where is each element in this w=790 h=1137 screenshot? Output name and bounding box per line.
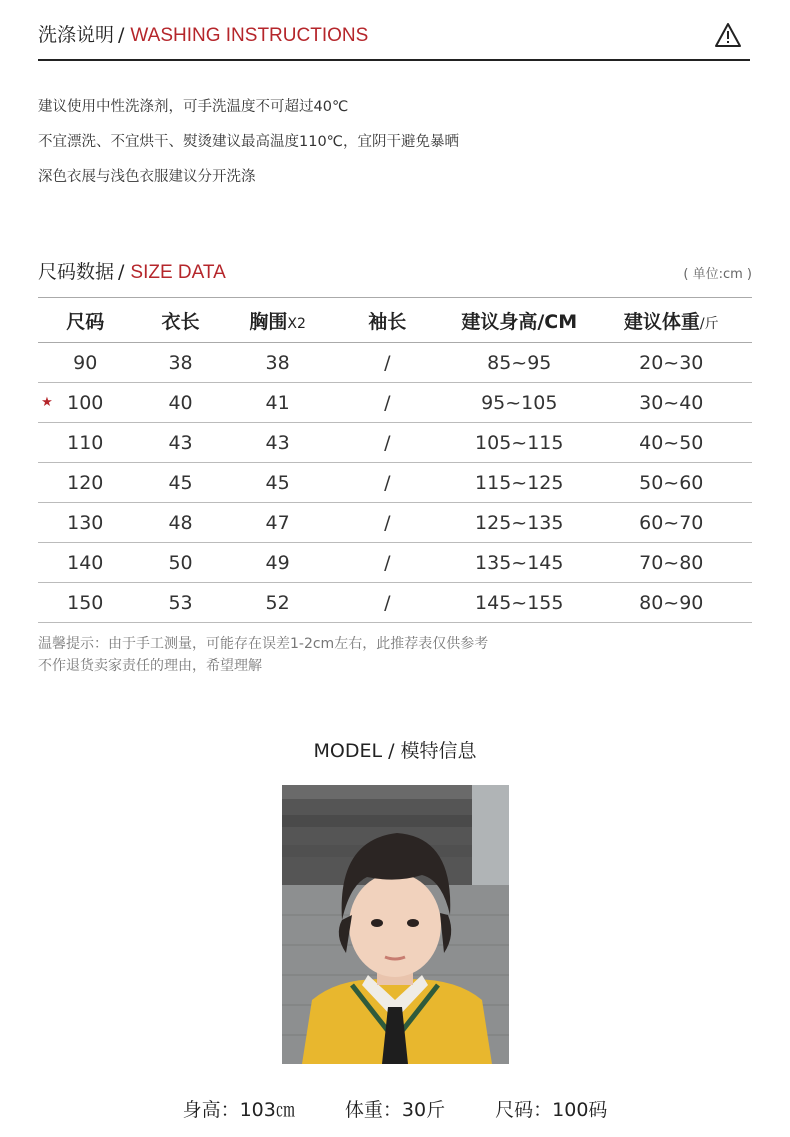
cell-sleeve: / xyxy=(327,343,448,383)
warning-triangle-icon xyxy=(714,22,742,48)
cell-size: 130 xyxy=(38,503,132,543)
model-size: 尺码：100码 xyxy=(495,1099,608,1121)
table-row xyxy=(38,543,752,583)
size-title-separator: / xyxy=(118,261,125,283)
header-weight-label: 建议体重 xyxy=(623,310,700,333)
header-weight xyxy=(591,298,752,343)
cell-size: 150 xyxy=(38,583,132,623)
header-length: 衣长 xyxy=(132,298,228,343)
cell-weight: 40~50 xyxy=(591,423,752,463)
cell-size xyxy=(38,383,132,423)
washing-divider xyxy=(38,59,750,61)
size-header xyxy=(38,257,750,284)
washing-title-en: WASHING INSTRUCTIONS xyxy=(130,25,369,46)
size-unit: ( 单位:cm ) xyxy=(683,267,752,282)
cell-weight: 20~30 xyxy=(591,343,752,383)
tip-line-1: 温馨提示：由于手工测量，可能存在误差1-2cm左右，此推荐表仅供参考 xyxy=(38,636,489,652)
cell-size-value: 100 xyxy=(67,391,104,414)
star-icon: ★ xyxy=(41,394,53,410)
cell-height: 135~145 xyxy=(448,543,591,583)
size-table-header-row xyxy=(38,298,752,343)
cell-chest: 52 xyxy=(229,583,327,623)
model-photo-illustration xyxy=(282,785,509,1064)
model-height: 身高：103㎝ xyxy=(182,1099,295,1121)
header-chest xyxy=(229,298,327,343)
header-height: 建议身高/CM xyxy=(448,298,591,343)
cell-length: 43 xyxy=(132,423,228,463)
cell-length: 53 xyxy=(132,583,228,623)
header-weight-suffix: /斤 xyxy=(699,315,719,332)
cell-length: 48 xyxy=(132,503,228,543)
cell-height: 85~95 xyxy=(448,343,591,383)
cell-weight: 50~60 xyxy=(591,463,752,503)
washing-title-zh: 洗涤说明 xyxy=(38,24,115,46)
cell-height: 105~115 xyxy=(448,423,591,463)
header-chest-label: 胸围 xyxy=(249,310,288,333)
washing-line-2: 不宜漂洗、不宜烘干、熨烫建议最高温度110℃，宜阴干避免暴晒 xyxy=(38,134,459,150)
size-title-en: SIZE DATA xyxy=(130,262,226,283)
table-row xyxy=(38,343,752,383)
cell-length: 38 xyxy=(132,343,228,383)
header-sleeve: 袖长 xyxy=(327,298,448,343)
cell-sleeve: / xyxy=(327,543,448,583)
cell-sleeve: / xyxy=(327,503,448,543)
table-row-highlighted xyxy=(38,383,752,423)
table-row xyxy=(38,583,752,623)
cell-sleeve: / xyxy=(327,583,448,623)
cell-height: 145~155 xyxy=(448,583,591,623)
cell-sleeve: / xyxy=(327,463,448,503)
table-row xyxy=(38,423,752,463)
cell-weight: 80~90 xyxy=(591,583,752,623)
cell-sleeve: / xyxy=(327,383,448,423)
cell-length: 50 xyxy=(132,543,228,583)
washing-header xyxy=(38,20,750,47)
cell-height: 115~125 xyxy=(448,463,591,503)
washing-line-1: 建议使用中性洗涤剂，可手洗温度不可超过40℃ xyxy=(38,99,349,115)
model-title: MODEL / 模特信息 xyxy=(313,740,477,762)
cell-chest: 41 xyxy=(229,383,327,423)
cell-size: 110 xyxy=(38,423,132,463)
cell-length: 45 xyxy=(132,463,228,503)
washing-line-3: 深色衣展与浅色衣服建议分开洗涤 xyxy=(38,169,256,185)
model-stats xyxy=(0,1095,790,1122)
cell-weight: 70~80 xyxy=(591,543,752,583)
cell-chest: 47 xyxy=(229,503,327,543)
size-title-zh: 尺码数据 xyxy=(38,261,115,283)
cell-height: 95~105 xyxy=(448,383,591,423)
tip-line-2: 不作退货卖家责任的理由，希望理解 xyxy=(38,658,262,674)
cell-size: 90 xyxy=(38,343,132,383)
cell-sleeve: / xyxy=(327,423,448,463)
cell-chest: 49 xyxy=(229,543,327,583)
model-weight: 体重：30斤 xyxy=(344,1099,446,1121)
header-chest-suffix: X2 xyxy=(287,315,306,332)
table-row xyxy=(38,503,752,543)
cell-height: 125~135 xyxy=(448,503,591,543)
cell-weight: 60~70 xyxy=(591,503,752,543)
size-table xyxy=(38,297,752,623)
model-photo xyxy=(282,785,509,1064)
cell-weight: 30~40 xyxy=(591,383,752,423)
cell-length: 40 xyxy=(132,383,228,423)
table-row xyxy=(38,463,752,503)
cell-size: 140 xyxy=(38,543,132,583)
cell-size: 120 xyxy=(38,463,132,503)
cell-chest: 45 xyxy=(229,463,327,503)
washing-title-separator: / xyxy=(118,24,125,46)
cell-chest: 43 xyxy=(229,423,327,463)
cell-chest: 38 xyxy=(229,343,327,383)
header-size: 尺码 xyxy=(38,298,132,343)
